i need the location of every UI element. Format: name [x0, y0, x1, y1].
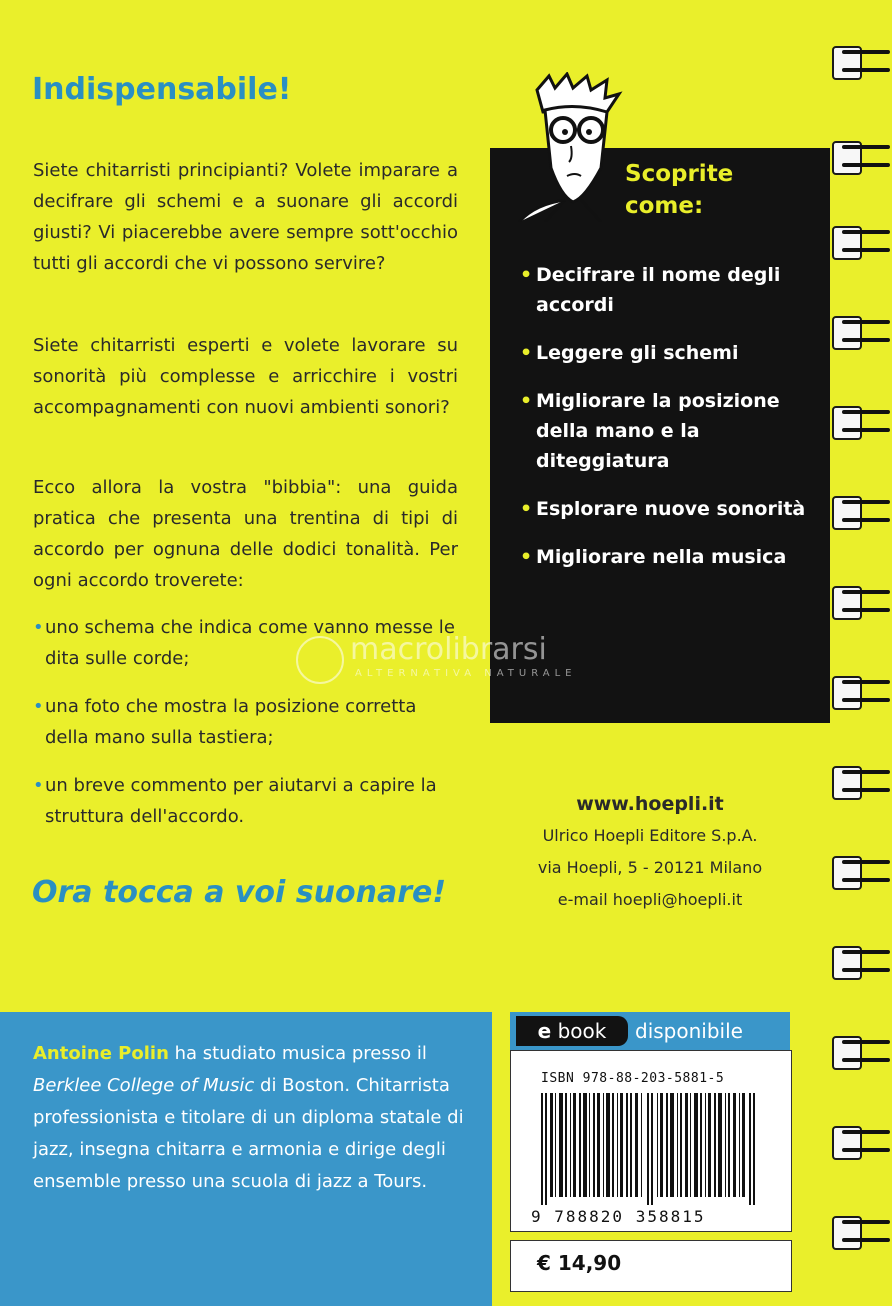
spiral-ring — [826, 40, 890, 84]
publisher-info — [500, 788, 800, 916]
discover-list — [520, 260, 820, 590]
publisher-url: www.hoepli.it — [576, 793, 724, 815]
author-bio: Antoine Polin ha studiato musica presso il Berklee College of Music di Boston. Chitarrista professionista e titolare di un diploma statale di jazz, insegna chitarra e armonia e dirige degli ensemble presso una scuola di jazz a Tours. — [33, 1043, 464, 1192]
bullet-dot-icon: • — [520, 342, 533, 364]
intro-paragraph-2: Siete chitarristi esperti e volete lavorare su sonorità più complesse e arricchire i vostri accompagnamenti con nuovi ambienti sonori? — [33, 335, 458, 418]
spiral-ring — [826, 490, 890, 534]
bullet-dot-icon: • — [520, 264, 533, 286]
publisher-name: Ulrico Hoepli Editore S.p.A. — [542, 826, 758, 845]
barcode-icon — [541, 1093, 761, 1205]
discover-heading: Scoprite come: — [625, 161, 734, 219]
bullet-dot-icon: • — [520, 390, 533, 412]
watermark-leaf-icon — [296, 636, 344, 684]
ebook-tag: e book — [516, 1016, 628, 1046]
list-item: • Migliorare nella musica — [520, 542, 820, 572]
ebook-label: disponibile — [635, 1019, 743, 1043]
spiral-ring — [826, 850, 890, 894]
list-item: • Leggere gli schemi — [520, 338, 820, 368]
spiral-ring — [826, 135, 890, 179]
list-item: • Esplorare nuove sonorità — [520, 494, 820, 524]
spiral-binding — [822, 0, 892, 1306]
spiral-ring — [826, 1120, 890, 1164]
spiral-ring — [826, 760, 890, 804]
intro-paragraph-3: Ecco allora la vostra "bibbia": una guida pratica che presenta una trentina di tipi di accordo per ognuna delle dodici tonalità. Per ogni accordo troverete: — [33, 477, 458, 591]
author-school: Berklee College of Music — [33, 1075, 255, 1096]
spiral-ring — [826, 670, 890, 714]
bullet-dot-icon: • — [33, 617, 44, 638]
heading-indispensabile: Indispensabile! — [32, 72, 292, 107]
spiral-ring — [826, 1030, 890, 1074]
isbn-text: ISBN 978-88-203-5881-5 — [541, 1071, 725, 1086]
price: € 14,90 — [537, 1251, 622, 1275]
author-bio-panel — [0, 1012, 492, 1306]
bullet-dot-icon: • — [33, 775, 44, 796]
publisher-email: e-mail hoepli@hoepli.it — [557, 890, 743, 909]
list-item: • Migliorare la posizione della mano e la diteggiatura — [520, 386, 820, 476]
list-item: • un breve commento per aiutarvi a capire la struttura dell'accordo. — [33, 770, 463, 832]
price-box — [510, 1240, 792, 1292]
spiral-ring — [826, 400, 890, 444]
spiral-ring — [826, 940, 890, 984]
spiral-ring — [826, 580, 890, 624]
intro-paragraph-1: Siete chitarristi principianti? Volete imparare a decifrare gli schemi e a suonare gli accordi giusti? Vi piacerebbe avere sempre sott'occhio tutti gli accordi che vi possono servire? — [33, 160, 458, 274]
author-name: Antoine Polin — [33, 1043, 169, 1064]
bullet-dot-icon: • — [520, 546, 533, 568]
list-item: • una foto che mostra la posizione corretta della mano sulla tastiera; — [33, 691, 463, 753]
publisher-address: via Hoepli, 5 - 20121 Milano — [537, 858, 763, 877]
barcode-box — [510, 1050, 792, 1232]
list-item: • Decifrare il nome degli accordi — [520, 260, 820, 320]
bullet-dot-icon: • — [33, 696, 44, 717]
spiral-ring — [826, 310, 890, 354]
ebook-banner — [510, 1012, 790, 1050]
list-item: • uno schema che indica come vanno messe le dita sulle corde; — [33, 612, 463, 674]
spiral-ring — [826, 220, 890, 264]
dummies-mascot-icon — [515, 72, 635, 222]
watermark: macrolibrarsi ALTERNATIVA NATURALE — [290, 630, 620, 690]
bullet-dot-icon: • — [520, 498, 533, 520]
ean-text: 9 788820 358815 — [531, 1207, 706, 1226]
spiral-ring — [826, 1210, 890, 1254]
call-to-action: Ora tocca a voi suonare! — [32, 875, 447, 910]
